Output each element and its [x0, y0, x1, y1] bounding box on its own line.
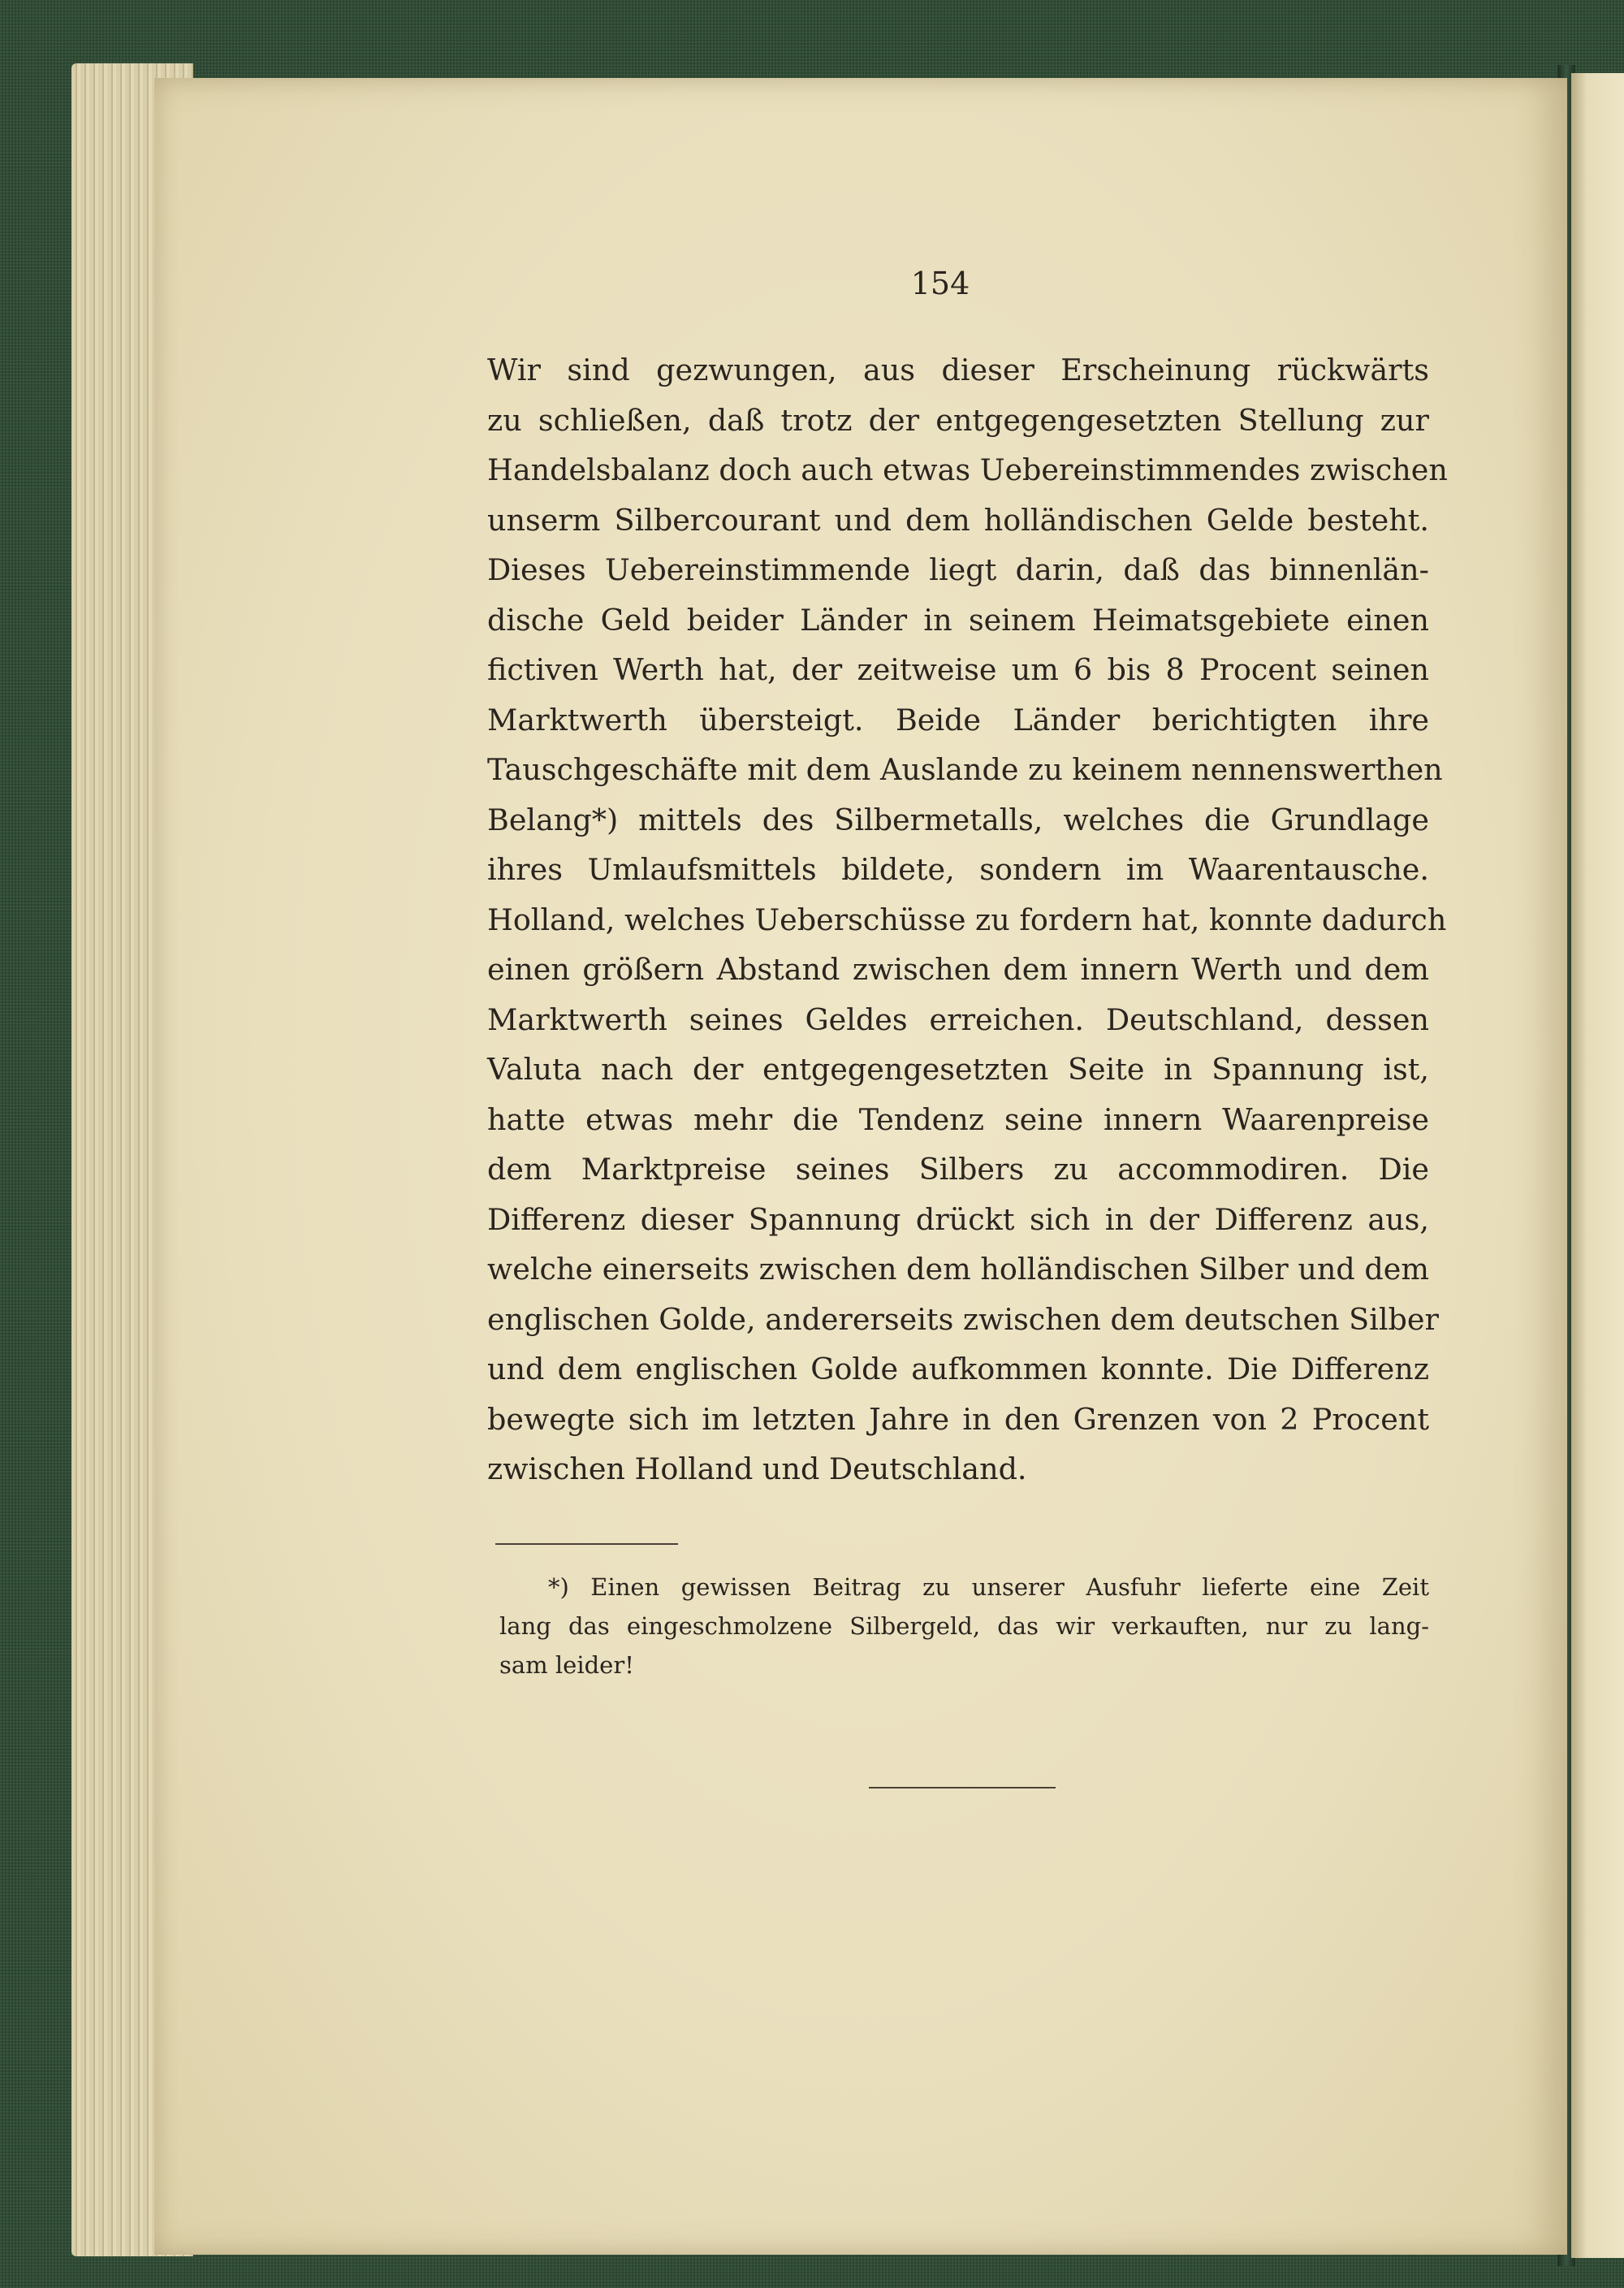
- text-line: zwischen Holland und Deutschland.: [487, 1451, 1027, 1486]
- text-line: einen größern Abstand zwischen dem innern Werth und dem: [487, 952, 1429, 987]
- footnote: [499, 1568, 1429, 1685]
- text-line: dische Geld beider Länder in seinem Heimatsgebiete einen: [487, 602, 1429, 638]
- footnote-line: sam leider!: [499, 1651, 634, 1679]
- text-line: dem Marktpreise seines Silbers zu accommodiren. Die: [487, 1152, 1429, 1187]
- facing-page-edge: [1571, 73, 1624, 2258]
- page-number: 154: [910, 266, 970, 301]
- text-line: welche einerseits zwischen dem holländischen Silber und dem: [487, 1252, 1429, 1287]
- text-line: Handelsbalanz doch auch etwas Uebereinstimmendes zwischen: [487, 452, 1448, 487]
- text-line: bewegte sich im letzten Jahre in den Grenzen von 2 Procent: [487, 1401, 1429, 1437]
- text-line: und dem englischen Golde aufkommen konnte. Die Differenz: [487, 1352, 1429, 1386]
- footnote-rule: [495, 1543, 678, 1545]
- text-line: ihres Umlaufsmittels bildete, sondern im Waarentausche.: [487, 852, 1429, 887]
- footnote-line: lang das eingeschmolzene Silbergeld, das wir verkauften, nur zu lang-: [499, 1612, 1429, 1640]
- text-line: Belang*) mittels des Silbermetalls, welches die Grundlage: [487, 802, 1429, 837]
- text-line: unserm Silbercourant und dem holländischen Gelde besteht.: [487, 502, 1429, 538]
- text-line: Dieses Uebereinstimmende liegt darin, daß das binnenlän-: [487, 552, 1429, 587]
- text-line: Wir sind gezwungen, aus dieser Erscheinung rückwärts: [487, 352, 1429, 387]
- footnote-line: *) Einen gewissen Beitrag zu unserer Ausfuhr lieferte eine Zeit: [548, 1573, 1429, 1601]
- text-line: Differenz dieser Spannung drückt sich in der Differenz aus,: [487, 1201, 1429, 1237]
- text-line: englischen Golde, andererseits zwischen dem deutschen Silber: [487, 1301, 1439, 1337]
- end-rule: [869, 1787, 1056, 1788]
- text-line: hatte etwas mehr die Tendenz seine innern Waarenpreise: [487, 1101, 1429, 1137]
- text-line: zu schließen, daß trotz der entgegengesetzten Stellung zur: [487, 402, 1429, 438]
- text-line: fictiven Werth hat, der zeitweise um 6 bis 8 Procent seinen: [487, 652, 1429, 687]
- text-line: Valuta nach der entgegengesetzten Seite in Spannung ist,: [487, 1052, 1429, 1087]
- text-line: Holland, welches Ueberschüsse zu fordern hat, konnte dadurch: [487, 902, 1447, 937]
- text-line: Marktwerth übersteigt. Beide Länder berichtigten ihre: [487, 702, 1429, 737]
- text-line: Marktwerth seines Geldes erreichen. Deutschland, dessen: [487, 1001, 1429, 1037]
- body-text: [487, 345, 1448, 1494]
- text-line: Tauschgeschäfte mit dem Auslande zu keinem nennenswerthen: [487, 752, 1443, 787]
